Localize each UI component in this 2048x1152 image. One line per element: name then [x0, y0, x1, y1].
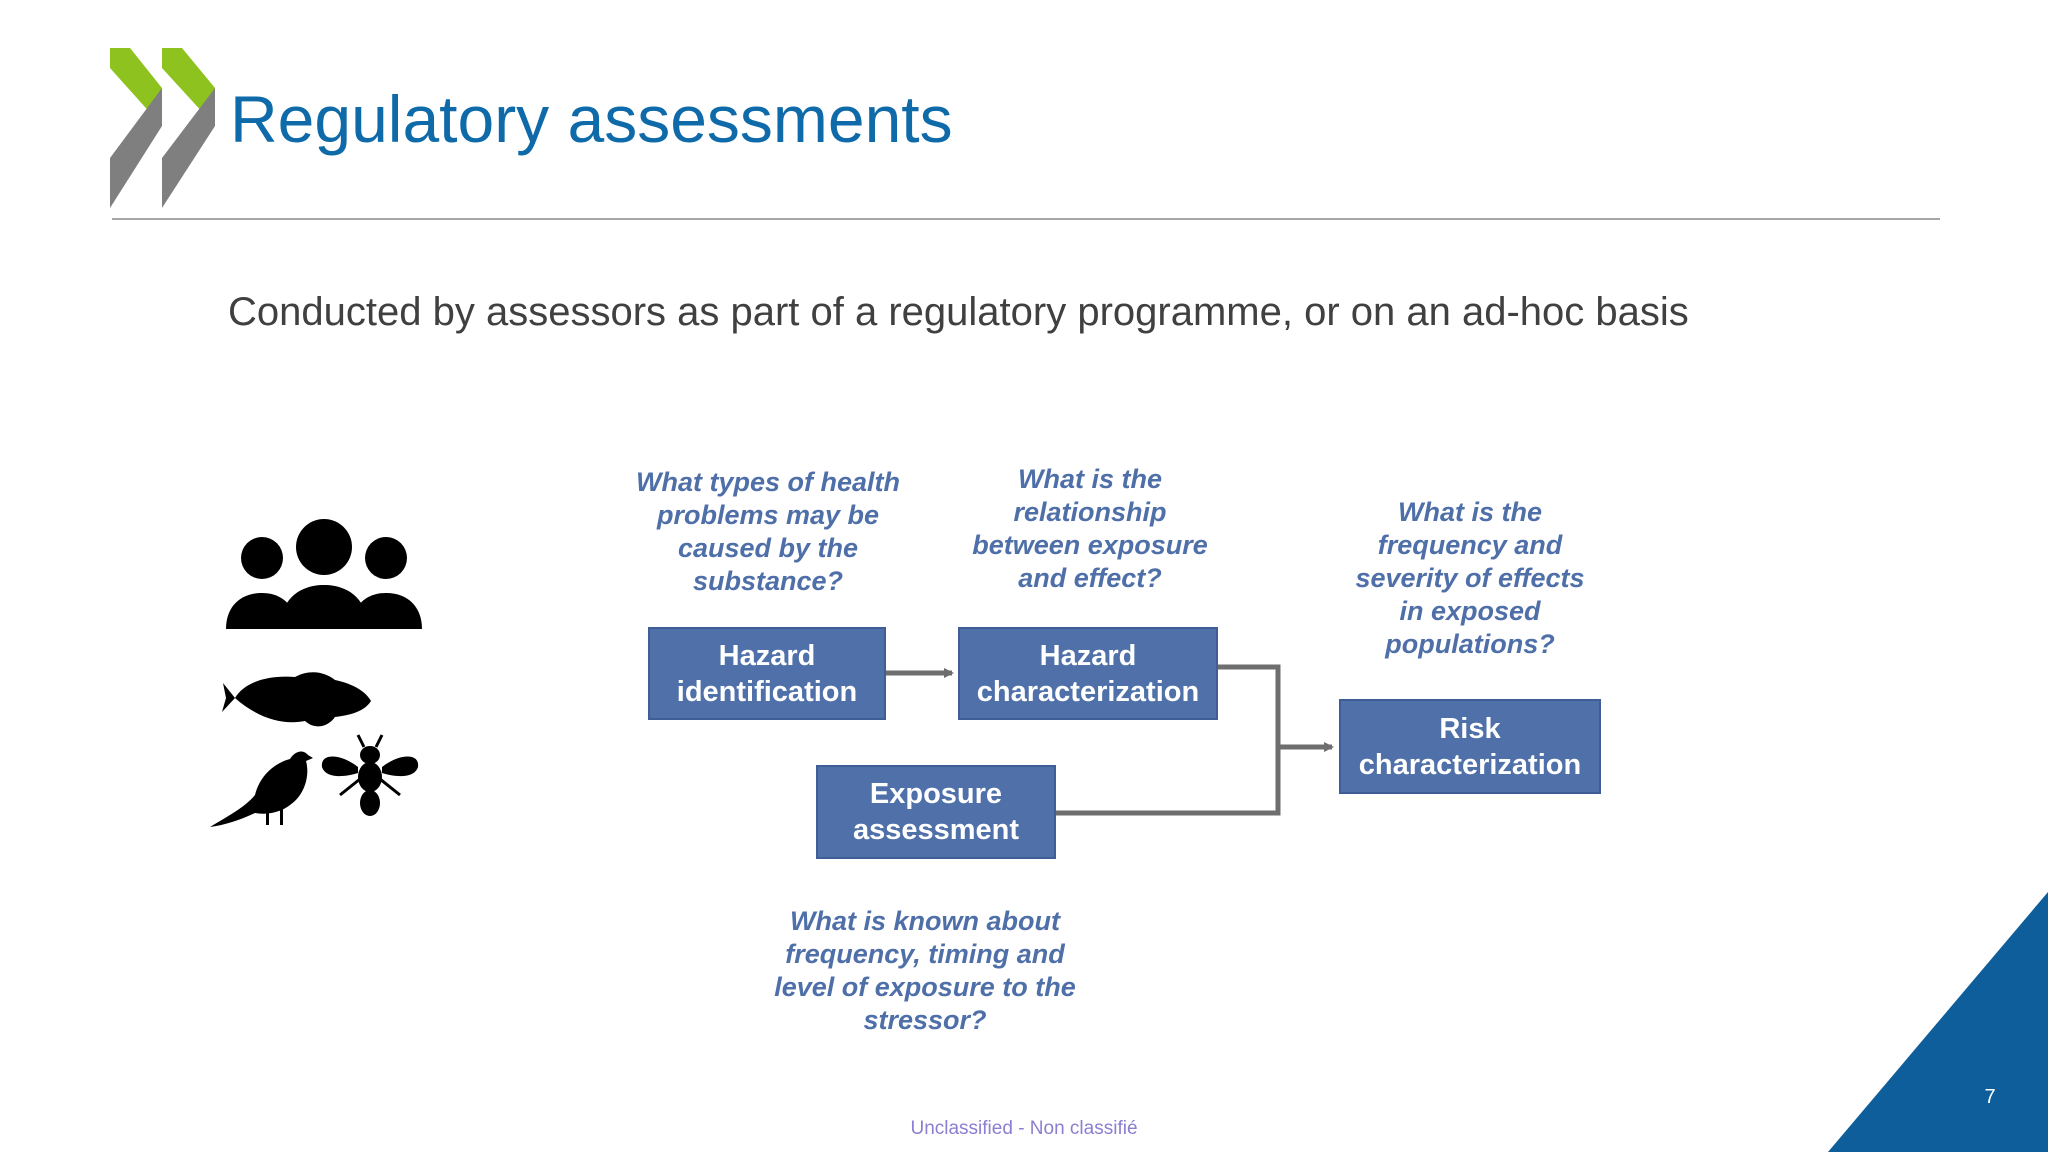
page-title: Regulatory assessments: [230, 82, 953, 156]
question-risk-characterization: What is the frequency and severity of effects in exposed populations?: [1355, 497, 1585, 659]
connector-hazard-char-to-risk: [1218, 667, 1278, 747]
box-hazard-identification: Hazard identification: [648, 627, 886, 720]
subtitle: Conducted by assessors as part of a regulatory programme, or on an ad-hoc basis: [228, 290, 1689, 334]
page-number: 7: [1984, 1086, 1996, 1108]
box-risk-characterization: Risk characterization: [1339, 699, 1601, 794]
connector-exposure-to-risk: [1055, 747, 1278, 813]
question-hazard-characterization: What is the relationship between exposure and effect?: [972, 464, 1208, 593]
corner-triangle: [1828, 892, 2048, 1152]
question-hazard-identification: What types of health problems may be caused by the substance?: [635, 467, 900, 596]
question-exposure-assessment: What is known about frequency, timing and level of exposure to the stressor?: [774, 906, 1076, 1035]
box-hazard-characterization: Hazard characterization: [958, 627, 1218, 720]
classification-footer: Unclassified - Non classifié: [910, 1118, 1138, 1139]
box-exposure-assessment: Exposure assessment: [816, 765, 1056, 859]
